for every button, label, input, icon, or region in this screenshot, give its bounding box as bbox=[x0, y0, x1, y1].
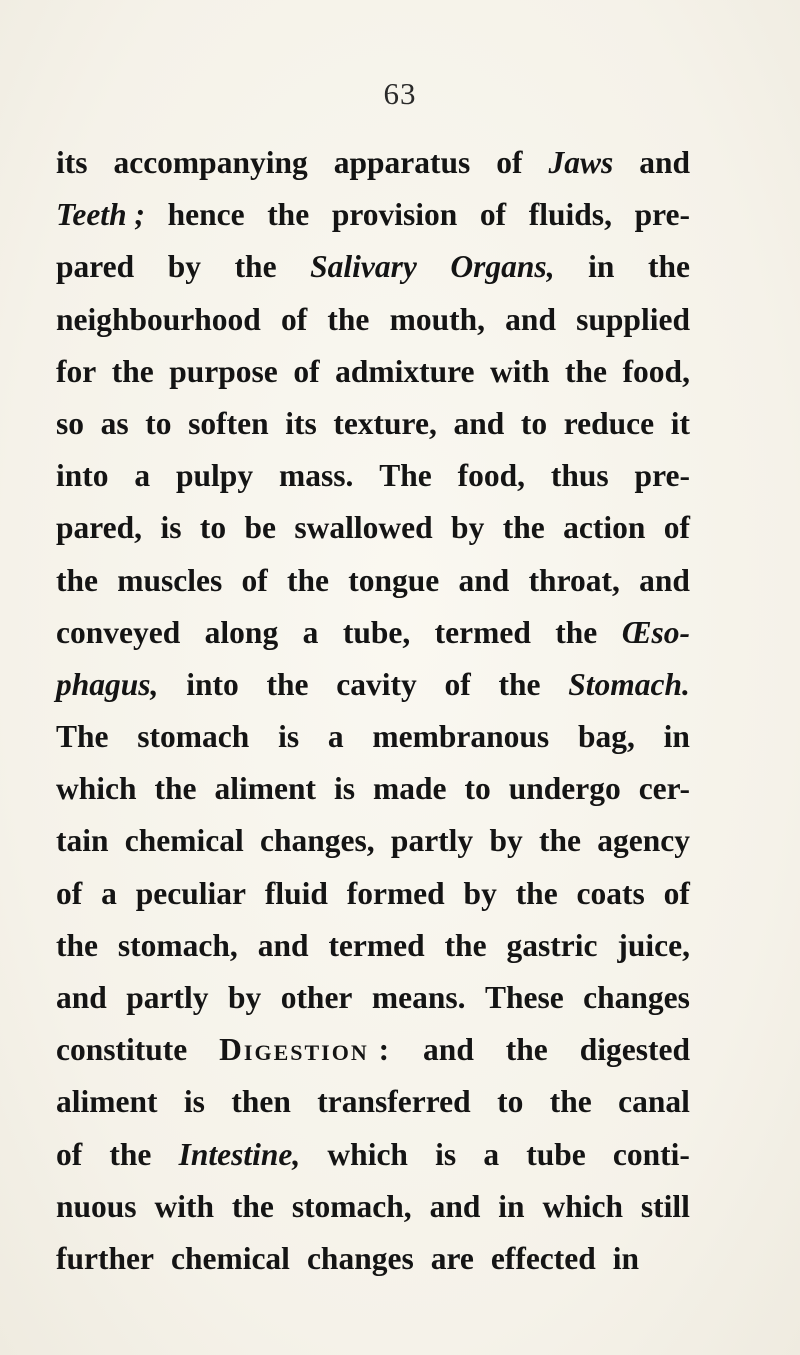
word: for bbox=[56, 353, 97, 389]
word: digested bbox=[579, 1032, 690, 1068]
word: other bbox=[280, 980, 353, 1015]
word: mass. bbox=[278, 458, 354, 494]
word: cavity bbox=[336, 666, 417, 702]
word: as bbox=[100, 405, 129, 441]
word: by bbox=[227, 980, 262, 1015]
word: in bbox=[663, 719, 690, 755]
word: and bbox=[56, 980, 107, 1015]
word: in bbox=[588, 249, 615, 285]
word: of bbox=[281, 301, 308, 337]
word: a bbox=[302, 614, 319, 650]
word: means. bbox=[371, 980, 466, 1015]
word: the bbox=[56, 927, 98, 963]
word: supplied bbox=[576, 301, 690, 337]
word: a bbox=[134, 458, 151, 494]
word: of bbox=[444, 666, 471, 702]
word: constitute bbox=[56, 1032, 188, 1068]
word: These bbox=[484, 980, 564, 1015]
word: pre- bbox=[634, 458, 690, 494]
word: of bbox=[56, 875, 83, 911]
word: its bbox=[56, 145, 88, 180]
word: membranous bbox=[372, 719, 550, 755]
word: to bbox=[464, 771, 491, 807]
word: the bbox=[234, 249, 277, 285]
word: accompanying bbox=[113, 145, 308, 180]
word: Intestine, bbox=[178, 1136, 301, 1172]
word: thus bbox=[550, 458, 609, 494]
word: action bbox=[563, 510, 646, 546]
text-line bbox=[56, 667, 690, 719]
word: soften bbox=[188, 405, 269, 441]
word: is bbox=[278, 719, 300, 755]
word: the bbox=[267, 197, 310, 233]
word: texture, bbox=[333, 405, 437, 441]
word: purpose bbox=[169, 353, 278, 389]
word: by bbox=[489, 823, 523, 859]
word: Salivary bbox=[310, 249, 417, 285]
text-line bbox=[56, 823, 690, 875]
word: provision bbox=[331, 197, 458, 233]
word: the bbox=[505, 1032, 548, 1068]
word: the bbox=[502, 510, 545, 546]
word: the bbox=[111, 353, 154, 389]
word: changes bbox=[306, 1240, 414, 1276]
text-line bbox=[56, 510, 690, 562]
word: the bbox=[549, 1084, 592, 1120]
word: stomach, bbox=[291, 1188, 412, 1224]
word: of bbox=[479, 197, 507, 233]
text-line bbox=[56, 980, 690, 1032]
word: of bbox=[241, 562, 268, 598]
word: its bbox=[285, 405, 317, 441]
word: by bbox=[167, 249, 202, 285]
word: peculiar bbox=[135, 875, 246, 911]
word: tongue bbox=[348, 562, 440, 598]
word: still bbox=[640, 1188, 690, 1224]
word: is bbox=[435, 1136, 457, 1172]
word: termed bbox=[328, 927, 425, 963]
word: the bbox=[538, 823, 581, 859]
word: reduce bbox=[563, 405, 655, 441]
word: is bbox=[333, 771, 355, 807]
word: to bbox=[497, 1084, 524, 1120]
word: fluid bbox=[264, 875, 328, 911]
word: tube, bbox=[342, 614, 411, 650]
word: the bbox=[647, 249, 690, 285]
word: by bbox=[463, 875, 497, 911]
word: the bbox=[154, 771, 197, 807]
word: which bbox=[327, 1136, 408, 1172]
word: aliment bbox=[214, 771, 316, 807]
text-line bbox=[56, 1084, 690, 1136]
word: is bbox=[160, 510, 182, 546]
word: and bbox=[639, 562, 690, 598]
word: Digestion : bbox=[219, 1032, 392, 1068]
text-line bbox=[56, 1189, 690, 1241]
word: by bbox=[451, 510, 485, 546]
word: along bbox=[204, 614, 279, 650]
text-line bbox=[56, 197, 690, 249]
word: of bbox=[496, 145, 523, 180]
text-line bbox=[56, 719, 690, 771]
word: the bbox=[327, 301, 370, 337]
word: The bbox=[56, 719, 109, 755]
word: Organs, bbox=[450, 249, 555, 285]
word: chemical bbox=[124, 823, 244, 859]
word: coats bbox=[576, 875, 645, 911]
word: into bbox=[186, 666, 239, 702]
word: Œso- bbox=[621, 614, 690, 650]
word: and bbox=[257, 927, 309, 963]
word: changes bbox=[583, 980, 690, 1015]
word: termed bbox=[434, 614, 531, 650]
word: the bbox=[287, 562, 329, 598]
text-line bbox=[56, 406, 690, 458]
word: tube bbox=[526, 1136, 586, 1172]
word: conti- bbox=[612, 1136, 690, 1172]
word: bag, bbox=[577, 719, 635, 755]
word: a bbox=[483, 1136, 500, 1172]
word: pre- bbox=[634, 197, 690, 233]
word: muscles bbox=[117, 562, 223, 598]
word: the bbox=[555, 614, 598, 650]
word: and bbox=[453, 405, 505, 441]
word: stomach, bbox=[117, 927, 238, 963]
word: and bbox=[458, 562, 510, 598]
word: gastric bbox=[506, 927, 598, 963]
word: nuous bbox=[56, 1188, 137, 1224]
text-line bbox=[56, 563, 690, 615]
word: made bbox=[372, 771, 447, 807]
word: the bbox=[109, 1136, 152, 1172]
word: and bbox=[639, 145, 690, 180]
word: throat, bbox=[528, 562, 620, 598]
word: agency bbox=[597, 823, 690, 859]
word: are bbox=[430, 1240, 474, 1276]
word: be bbox=[244, 510, 276, 546]
word: mouth, bbox=[389, 301, 485, 337]
word: of bbox=[293, 353, 320, 389]
word: phagus, bbox=[56, 666, 159, 702]
body-text bbox=[56, 145, 690, 1293]
text-line bbox=[56, 615, 690, 667]
word: cer- bbox=[638, 771, 690, 807]
text-line bbox=[56, 771, 690, 823]
text-line bbox=[56, 354, 690, 406]
text-line bbox=[56, 302, 690, 354]
text-line bbox=[56, 1137, 690, 1189]
word: which bbox=[542, 1188, 624, 1224]
word: food, bbox=[457, 458, 525, 494]
word: to bbox=[199, 510, 227, 546]
text-line bbox=[56, 145, 690, 197]
word: the bbox=[56, 562, 98, 598]
word: which bbox=[56, 771, 137, 807]
word: hence bbox=[167, 197, 245, 233]
word: and bbox=[505, 301, 556, 337]
word: chemical bbox=[170, 1240, 290, 1276]
word: effected bbox=[490, 1240, 596, 1276]
word: conveyed bbox=[56, 614, 181, 650]
word: a bbox=[327, 719, 344, 755]
word: partly bbox=[126, 980, 209, 1015]
word: undergo bbox=[508, 771, 621, 807]
text-line bbox=[56, 249, 690, 301]
word: The bbox=[379, 458, 432, 494]
word: pulpy bbox=[176, 458, 254, 494]
word: the bbox=[231, 1188, 274, 1224]
word: canal bbox=[618, 1084, 690, 1120]
word: into bbox=[56, 458, 109, 494]
word: of bbox=[663, 875, 690, 911]
word: transferred bbox=[317, 1084, 471, 1120]
word: the bbox=[515, 875, 558, 911]
word: further bbox=[56, 1240, 154, 1276]
word: formed bbox=[346, 875, 445, 911]
word: with bbox=[490, 353, 550, 389]
text-line bbox=[56, 1241, 690, 1293]
word: a bbox=[101, 875, 117, 911]
word: pared bbox=[56, 249, 135, 285]
word: tain bbox=[56, 823, 109, 859]
word: it bbox=[670, 405, 690, 441]
word: the bbox=[266, 666, 309, 702]
word: then bbox=[231, 1084, 291, 1120]
text-line bbox=[56, 876, 690, 928]
word: of bbox=[663, 510, 690, 546]
word: with bbox=[154, 1188, 214, 1224]
text-line bbox=[56, 1032, 690, 1084]
word: food, bbox=[622, 353, 690, 389]
word: Jaws bbox=[548, 145, 614, 180]
word: in bbox=[498, 1188, 525, 1224]
word: the bbox=[498, 666, 541, 702]
word: the bbox=[565, 353, 608, 389]
word: Stomach. bbox=[568, 666, 690, 702]
word: partly bbox=[390, 823, 474, 859]
word: stomach bbox=[137, 719, 250, 755]
word: admixture bbox=[335, 353, 475, 389]
word: the bbox=[444, 927, 487, 963]
word: aliment bbox=[56, 1084, 158, 1120]
word: neighbourhood bbox=[56, 301, 261, 337]
word: in bbox=[612, 1240, 640, 1276]
word: to bbox=[145, 405, 172, 441]
word: changes, bbox=[260, 823, 375, 859]
word: juice, bbox=[617, 927, 690, 963]
text-line bbox=[56, 928, 690, 980]
word: fluids, bbox=[528, 197, 612, 233]
word: pared, bbox=[56, 510, 143, 546]
word: and bbox=[423, 1032, 474, 1068]
word: to bbox=[520, 405, 548, 441]
word: is bbox=[183, 1084, 205, 1120]
word: so bbox=[56, 405, 85, 441]
word: of bbox=[56, 1136, 83, 1172]
word: apparatus bbox=[333, 145, 471, 180]
word: Teeth ; bbox=[56, 197, 145, 233]
page-number: 63 bbox=[383, 76, 417, 111]
text-line bbox=[56, 458, 690, 510]
word: and bbox=[429, 1188, 481, 1224]
word: swallowed bbox=[294, 510, 433, 546]
